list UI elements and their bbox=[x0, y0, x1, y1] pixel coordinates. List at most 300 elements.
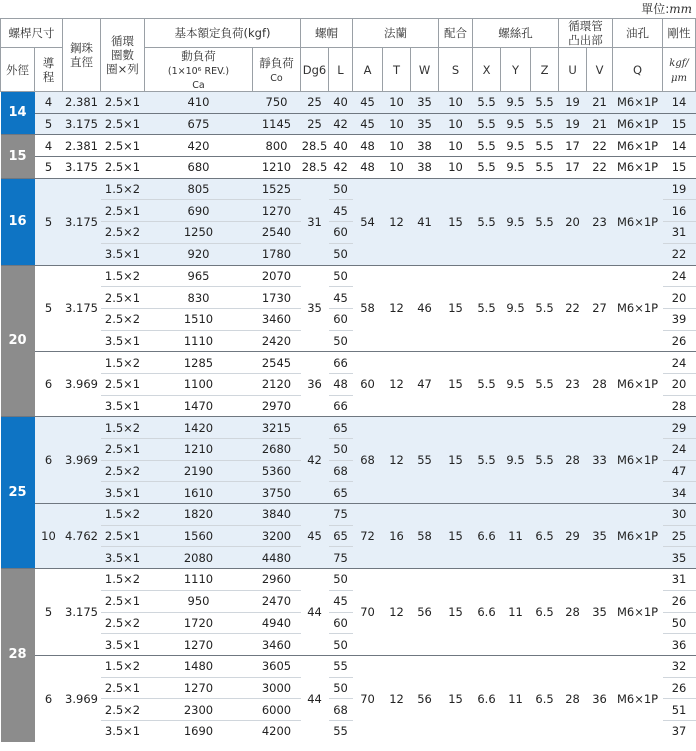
dim-W-cell: 35 bbox=[411, 113, 439, 135]
lead-cell: 6 bbox=[35, 655, 63, 741]
dim-S-cell: 15 bbox=[439, 504, 473, 569]
dim-X-cell: 5.5 bbox=[473, 113, 501, 135]
nut-length-cell: 40 bbox=[329, 92, 353, 114]
header-nut: 螺帽 bbox=[301, 19, 353, 48]
nut-length-cell: 45 bbox=[329, 590, 353, 612]
stiffness-cell: 15 bbox=[663, 157, 696, 179]
dim-Z-cell: 5.5 bbox=[531, 417, 559, 504]
nut-length-cell: 45 bbox=[329, 200, 353, 222]
dim-V-cell: 22 bbox=[587, 157, 613, 179]
circuits-cell: 3.5×1 bbox=[101, 634, 145, 656]
stiffness-cell: 29 bbox=[663, 417, 696, 439]
dim-W-cell: 56 bbox=[411, 569, 439, 656]
dim-Z-cell: 6.5 bbox=[531, 569, 559, 656]
dynamic-load-cell: 1250 bbox=[145, 222, 253, 244]
table-row bbox=[1, 569, 696, 591]
dim-W-cell: 55 bbox=[411, 417, 439, 504]
dim-Q-cell: M6×1P bbox=[613, 417, 663, 504]
dynamic-load-cell: 1480 bbox=[145, 655, 253, 677]
dg6-cell: 28.5 bbox=[301, 157, 329, 179]
circuits-cell: 3.5×1 bbox=[101, 720, 145, 741]
static-load-cell: 4200 bbox=[253, 720, 301, 741]
circuits-cell: 1.5×2 bbox=[101, 352, 145, 374]
dim-W-cell: 38 bbox=[411, 157, 439, 179]
static-load-cell: 2470 bbox=[253, 590, 301, 612]
dim-T-cell: 12 bbox=[383, 178, 411, 265]
static-load-cell: 750 bbox=[253, 92, 301, 114]
circuits-cell: 1.5×2 bbox=[101, 265, 145, 287]
dim-U-cell: 20 bbox=[559, 178, 587, 265]
table-row bbox=[1, 178, 696, 200]
dim-Q-cell: M6×1P bbox=[613, 178, 663, 265]
dim-Z-cell: 6.5 bbox=[531, 504, 559, 569]
dim-A-cell: 72 bbox=[353, 504, 383, 569]
circuits-cell: 1.5×2 bbox=[101, 569, 145, 591]
nut-length-cell: 42 bbox=[329, 157, 353, 179]
nut-length-cell: 50 bbox=[329, 330, 353, 352]
ball-diameter-cell: 2.381 bbox=[63, 135, 101, 157]
static-load-cell: 2545 bbox=[253, 352, 301, 374]
header-L: L bbox=[329, 48, 353, 92]
dim-Z-cell: 5.5 bbox=[531, 92, 559, 114]
dim-U-cell: 23 bbox=[559, 352, 587, 417]
static-load-cell: 1525 bbox=[253, 178, 301, 200]
circuits-cell: 2.5×1 bbox=[101, 525, 145, 547]
dim-Z-cell: 5.5 bbox=[531, 113, 559, 135]
dg6-cell: 35 bbox=[301, 265, 329, 352]
header-flange: 法蘭 bbox=[353, 19, 439, 48]
dim-U-cell: 17 bbox=[559, 157, 587, 179]
dim-Y-cell: 9.5 bbox=[501, 178, 531, 265]
dim-V-cell: 21 bbox=[587, 113, 613, 135]
dynamic-load-cell: 1560 bbox=[145, 525, 253, 547]
header-static-load: 靜負荷 Co bbox=[253, 48, 301, 92]
dim-Y-cell: 11 bbox=[501, 655, 531, 741]
dynamic-load-cell: 410 bbox=[145, 92, 253, 114]
ball-diameter-cell: 2.381 bbox=[63, 92, 101, 114]
nut-length-cell: 55 bbox=[329, 720, 353, 741]
stiffness-cell: 34 bbox=[663, 482, 696, 504]
nut-length-cell: 50 bbox=[329, 569, 353, 591]
stiffness-cell: 47 bbox=[663, 460, 696, 482]
ball-diameter-cell: 3.175 bbox=[63, 569, 101, 656]
dim-X-cell: 5.5 bbox=[473, 265, 501, 352]
dim-S-cell: 15 bbox=[439, 417, 473, 504]
stiffness-cell: 31 bbox=[663, 222, 696, 244]
nut-length-cell: 65 bbox=[329, 525, 353, 547]
static-load-cell: 2970 bbox=[253, 395, 301, 417]
circuits-cell: 3.5×1 bbox=[101, 482, 145, 504]
dim-Y-cell: 9.5 bbox=[501, 265, 531, 352]
nut-length-cell: 66 bbox=[329, 352, 353, 374]
lead-cell: 4 bbox=[35, 135, 63, 157]
circuits-cell: 2.5×1 bbox=[101, 439, 145, 461]
table-row bbox=[1, 265, 696, 287]
dg6-cell: 28.5 bbox=[301, 135, 329, 157]
circuits-cell: 2.5×2 bbox=[101, 612, 145, 634]
stiffness-cell: 26 bbox=[663, 590, 696, 612]
dim-T-cell: 12 bbox=[383, 655, 411, 741]
dg6-cell: 36 bbox=[301, 352, 329, 417]
lead-cell: 5 bbox=[35, 265, 63, 352]
header-oil-hole: 油孔 bbox=[613, 19, 663, 48]
static-load-cell: 3750 bbox=[253, 482, 301, 504]
header-screw-size: 螺桿尺寸 bbox=[1, 19, 63, 48]
dim-Z-cell: 5.5 bbox=[531, 265, 559, 352]
ball-diameter-cell: 3.175 bbox=[63, 113, 101, 135]
dim-S-cell: 15 bbox=[439, 655, 473, 741]
dim-T-cell: 10 bbox=[383, 92, 411, 114]
outer-diameter-cell: 16 bbox=[1, 178, 35, 265]
outer-diameter-cell: 28 bbox=[1, 569, 35, 742]
nut-length-cell: 50 bbox=[329, 439, 353, 461]
static-load-cell: 4480 bbox=[253, 547, 301, 569]
dynamic-load-cell: 920 bbox=[145, 243, 253, 265]
dim-S-cell: 15 bbox=[439, 352, 473, 417]
dynamic-load-cell: 830 bbox=[145, 287, 253, 309]
header-fit: 配合 bbox=[439, 19, 473, 48]
nut-length-cell: 75 bbox=[329, 504, 353, 526]
static-load-cell: 800 bbox=[253, 135, 301, 157]
dim-V-cell: 33 bbox=[587, 417, 613, 504]
header-dg6: Dg6 bbox=[301, 48, 329, 92]
header-bolt-hole: 螺絲孔 bbox=[473, 19, 559, 48]
dim-W-cell: 35 bbox=[411, 92, 439, 114]
dynamic-load-cell: 1820 bbox=[145, 504, 253, 526]
dim-V-cell: 21 bbox=[587, 92, 613, 114]
dim-U-cell: 19 bbox=[559, 92, 587, 114]
static-load-cell: 1730 bbox=[253, 287, 301, 309]
dim-T-cell: 12 bbox=[383, 265, 411, 352]
dim-T-cell: 16 bbox=[383, 504, 411, 569]
dynamic-load-cell: 1285 bbox=[145, 352, 253, 374]
dim-W-cell: 46 bbox=[411, 265, 439, 352]
dim-Z-cell: 5.5 bbox=[531, 157, 559, 179]
dim-X-cell: 5.5 bbox=[473, 157, 501, 179]
nut-length-cell: 75 bbox=[329, 547, 353, 569]
header-T: T bbox=[383, 48, 411, 92]
circuits-cell: 3.5×1 bbox=[101, 243, 145, 265]
nut-length-cell: 68 bbox=[329, 460, 353, 482]
circuits-cell: 3.5×1 bbox=[101, 547, 145, 569]
dynamic-load-cell: 1100 bbox=[145, 373, 253, 395]
static-load-cell: 2120 bbox=[253, 373, 301, 395]
dim-A-cell: 45 bbox=[353, 113, 383, 135]
circuits-cell: 3.5×1 bbox=[101, 330, 145, 352]
circuits-cell: 2.5×2 bbox=[101, 222, 145, 244]
unit-label: 單位:mm bbox=[641, 2, 692, 16]
dim-X-cell: 5.5 bbox=[473, 135, 501, 157]
header-lead: 導 程 bbox=[35, 48, 63, 92]
header-W: W bbox=[411, 48, 439, 92]
stiffness-cell: 15 bbox=[663, 113, 696, 135]
dg6-cell: 25 bbox=[301, 92, 329, 114]
lead-cell: 6 bbox=[35, 352, 63, 417]
ball-diameter-cell: 4.762 bbox=[63, 504, 101, 569]
dim-Q-cell: M6×1P bbox=[613, 655, 663, 741]
dynamic-load-cell: 1510 bbox=[145, 308, 253, 330]
header-X: X bbox=[473, 48, 501, 92]
dynamic-load-cell: 420 bbox=[145, 135, 253, 157]
table-row bbox=[1, 504, 696, 526]
stiffness-cell: 26 bbox=[663, 330, 696, 352]
stiffness-cell: 30 bbox=[663, 504, 696, 526]
nut-length-cell: 55 bbox=[329, 655, 353, 677]
dim-X-cell: 5.5 bbox=[473, 92, 501, 114]
dim-S-cell: 10 bbox=[439, 113, 473, 135]
dim-Y-cell: 9.5 bbox=[501, 352, 531, 417]
static-load-cell: 3215 bbox=[253, 417, 301, 439]
ball-diameter-cell: 3.175 bbox=[63, 157, 101, 179]
dim-Y-cell: 9.5 bbox=[501, 157, 531, 179]
dim-Z-cell: 5.5 bbox=[531, 135, 559, 157]
nut-length-cell: 50 bbox=[329, 178, 353, 200]
static-load-cell: 2680 bbox=[253, 439, 301, 461]
dg6-cell: 31 bbox=[301, 178, 329, 265]
table-row bbox=[1, 157, 696, 179]
circuits-cell: 2.5×2 bbox=[101, 699, 145, 721]
dynamic-load-cell: 1420 bbox=[145, 417, 253, 439]
nut-length-cell: 40 bbox=[329, 135, 353, 157]
stiffness-cell: 51 bbox=[663, 699, 696, 721]
dg6-cell: 25 bbox=[301, 113, 329, 135]
header-stiffness-unit: kgf/ μm bbox=[663, 48, 696, 92]
static-load-cell: 2540 bbox=[253, 222, 301, 244]
table-row bbox=[1, 417, 696, 439]
stiffness-cell: 14 bbox=[663, 135, 696, 157]
table-body bbox=[1, 92, 696, 742]
circuits-cell: 1.5×2 bbox=[101, 178, 145, 200]
static-load-cell: 2960 bbox=[253, 569, 301, 591]
static-load-cell: 3000 bbox=[253, 677, 301, 699]
dim-Q-cell: M6×1P bbox=[613, 265, 663, 352]
dg6-cell: 44 bbox=[301, 655, 329, 741]
circuits-cell: 2.5×2 bbox=[101, 308, 145, 330]
outer-diameter-cell: 20 bbox=[1, 265, 35, 417]
dim-X-cell: 5.5 bbox=[473, 417, 501, 504]
dim-U-cell: 17 bbox=[559, 135, 587, 157]
stiffness-cell: 20 bbox=[663, 287, 696, 309]
header-return-tube: 循環管 凸出部 bbox=[559, 19, 613, 48]
dim-A-cell: 45 bbox=[353, 92, 383, 114]
circuits-cell: 2.5×1 bbox=[101, 373, 145, 395]
header-circuits: 循環 圈數 圈×列 bbox=[101, 19, 145, 92]
nut-length-cell: 50 bbox=[329, 677, 353, 699]
dim-Y-cell: 11 bbox=[501, 504, 531, 569]
dim-A-cell: 68 bbox=[353, 417, 383, 504]
lead-cell: 5 bbox=[35, 178, 63, 265]
header-load-rating: 基本額定負荷(kgf) bbox=[145, 19, 301, 48]
dim-V-cell: 28 bbox=[587, 352, 613, 417]
header-Z: Z bbox=[531, 48, 559, 92]
dim-T-cell: 12 bbox=[383, 352, 411, 417]
dim-S-cell: 10 bbox=[439, 92, 473, 114]
dim-X-cell: 6.6 bbox=[473, 504, 501, 569]
dim-A-cell: 58 bbox=[353, 265, 383, 352]
stiffness-cell: 20 bbox=[663, 373, 696, 395]
static-load-cell: 3840 bbox=[253, 504, 301, 526]
circuits-cell: 1.5×2 bbox=[101, 655, 145, 677]
dim-U-cell: 19 bbox=[559, 113, 587, 135]
stiffness-cell: 37 bbox=[663, 720, 696, 741]
header-S: S bbox=[439, 48, 473, 92]
dim-U-cell: 22 bbox=[559, 265, 587, 352]
outer-diameter-cell: 15 bbox=[1, 135, 35, 178]
header-stiffness: 剛性 bbox=[663, 19, 696, 48]
circuits-cell: 2.5×1 bbox=[101, 590, 145, 612]
stiffness-cell: 24 bbox=[663, 265, 696, 287]
stiffness-cell: 25 bbox=[663, 525, 696, 547]
static-load-cell: 3605 bbox=[253, 655, 301, 677]
stiffness-cell: 39 bbox=[663, 308, 696, 330]
header-ball-diameter: 鋼珠 直徑 bbox=[63, 19, 101, 92]
lead-cell: 5 bbox=[35, 569, 63, 656]
dim-S-cell: 15 bbox=[439, 265, 473, 352]
dg6-cell: 44 bbox=[301, 569, 329, 656]
stiffness-cell: 22 bbox=[663, 243, 696, 265]
dim-V-cell: 35 bbox=[587, 569, 613, 656]
dim-U-cell: 28 bbox=[559, 569, 587, 656]
dynamic-load-cell: 680 bbox=[145, 157, 253, 179]
dim-V-cell: 23 bbox=[587, 178, 613, 265]
ball-diameter-cell: 3.969 bbox=[63, 417, 101, 504]
lead-cell: 5 bbox=[35, 113, 63, 135]
dim-A-cell: 60 bbox=[353, 352, 383, 417]
stiffness-cell: 36 bbox=[663, 634, 696, 656]
stiffness-cell: 24 bbox=[663, 439, 696, 461]
circuits-cell: 2.5×1 bbox=[101, 157, 145, 179]
dim-Z-cell: 5.5 bbox=[531, 178, 559, 265]
dim-W-cell: 41 bbox=[411, 178, 439, 265]
dim-T-cell: 12 bbox=[383, 417, 411, 504]
dynamic-load-cell: 2080 bbox=[145, 547, 253, 569]
header-Y: Y bbox=[501, 48, 531, 92]
header-V: V bbox=[587, 48, 613, 92]
header-Q: Q bbox=[613, 48, 663, 92]
dynamic-load-cell: 2300 bbox=[145, 699, 253, 721]
table-row bbox=[1, 113, 696, 135]
circuits-cell: 2.5×1 bbox=[101, 200, 145, 222]
dim-Q-cell: M6×1P bbox=[613, 504, 663, 569]
ball-diameter-cell: 3.969 bbox=[63, 352, 101, 417]
dynamic-load-cell: 1470 bbox=[145, 395, 253, 417]
dim-V-cell: 35 bbox=[587, 504, 613, 569]
table-row bbox=[1, 352, 696, 374]
static-load-cell: 1210 bbox=[253, 157, 301, 179]
dg6-cell: 45 bbox=[301, 504, 329, 569]
dim-Y-cell: 9.5 bbox=[501, 113, 531, 135]
dim-V-cell: 22 bbox=[587, 135, 613, 157]
static-load-cell: 3460 bbox=[253, 308, 301, 330]
circuits-cell: 2.5×1 bbox=[101, 92, 145, 114]
dynamic-load-cell: 1270 bbox=[145, 677, 253, 699]
dim-S-cell: 15 bbox=[439, 178, 473, 265]
circuits-cell: 2.5×1 bbox=[101, 135, 145, 157]
dim-W-cell: 47 bbox=[411, 352, 439, 417]
stiffness-cell: 28 bbox=[663, 395, 696, 417]
dim-Q-cell: M6×1P bbox=[613, 135, 663, 157]
dim-U-cell: 28 bbox=[559, 417, 587, 504]
lead-cell: 10 bbox=[35, 504, 63, 569]
header-od: 外徑 bbox=[1, 48, 35, 92]
dim-Z-cell: 6.5 bbox=[531, 655, 559, 741]
dynamic-load-cell: 2190 bbox=[145, 460, 253, 482]
static-load-cell: 2420 bbox=[253, 330, 301, 352]
nut-length-cell: 50 bbox=[329, 265, 353, 287]
nut-length-cell: 50 bbox=[329, 243, 353, 265]
dim-T-cell: 10 bbox=[383, 135, 411, 157]
stiffness-cell: 31 bbox=[663, 569, 696, 591]
dim-U-cell: 29 bbox=[559, 504, 587, 569]
ball-diameter-cell: 3.175 bbox=[63, 178, 101, 265]
circuits-cell: 2.5×1 bbox=[101, 287, 145, 309]
dim-X-cell: 6.6 bbox=[473, 569, 501, 656]
dim-Z-cell: 5.5 bbox=[531, 352, 559, 417]
dim-T-cell: 10 bbox=[383, 113, 411, 135]
static-load-cell: 5360 bbox=[253, 460, 301, 482]
stiffness-cell: 16 bbox=[663, 200, 696, 222]
lead-cell: 4 bbox=[35, 92, 63, 114]
circuits-cell: 1.5×2 bbox=[101, 417, 145, 439]
dim-Q-cell: M6×1P bbox=[613, 113, 663, 135]
lead-cell: 5 bbox=[35, 157, 63, 179]
circuits-cell: 2.5×1 bbox=[101, 677, 145, 699]
dim-U-cell: 28 bbox=[559, 655, 587, 741]
nut-length-cell: 48 bbox=[329, 373, 353, 395]
ball-diameter-cell: 3.969 bbox=[63, 655, 101, 741]
nut-length-cell: 45 bbox=[329, 287, 353, 309]
header-A: A bbox=[353, 48, 383, 92]
dim-X-cell: 5.5 bbox=[473, 178, 501, 265]
static-load-cell: 4940 bbox=[253, 612, 301, 634]
dim-S-cell: 10 bbox=[439, 135, 473, 157]
dynamic-load-cell: 1690 bbox=[145, 720, 253, 741]
dynamic-load-cell: 1110 bbox=[145, 330, 253, 352]
nut-length-cell: 68 bbox=[329, 699, 353, 721]
nut-length-cell: 65 bbox=[329, 417, 353, 439]
stiffness-cell: 35 bbox=[663, 547, 696, 569]
header-dynamic-load: 動負荷 (1×10⁶ REV.) Ca bbox=[145, 48, 253, 92]
dynamic-load-cell: 965 bbox=[145, 265, 253, 287]
circuits-cell: 1.5×2 bbox=[101, 504, 145, 526]
table-row bbox=[1, 135, 696, 157]
stiffness-cell: 19 bbox=[663, 178, 696, 200]
dim-X-cell: 6.6 bbox=[473, 655, 501, 741]
dim-Y-cell: 9.5 bbox=[501, 417, 531, 504]
dim-Y-cell: 9.5 bbox=[501, 135, 531, 157]
static-load-cell: 6000 bbox=[253, 699, 301, 721]
dim-S-cell: 10 bbox=[439, 157, 473, 179]
ball-screw-spec-table bbox=[0, 18, 696, 742]
nut-length-cell: 65 bbox=[329, 482, 353, 504]
stiffness-cell: 14 bbox=[663, 92, 696, 114]
dim-Y-cell: 11 bbox=[501, 569, 531, 656]
static-load-cell: 1145 bbox=[253, 113, 301, 135]
circuits-cell: 2.5×2 bbox=[101, 460, 145, 482]
dim-A-cell: 48 bbox=[353, 135, 383, 157]
nut-length-cell: 60 bbox=[329, 308, 353, 330]
nut-length-cell: 50 bbox=[329, 634, 353, 656]
dynamic-load-cell: 1270 bbox=[145, 634, 253, 656]
dynamic-load-cell: 690 bbox=[145, 200, 253, 222]
dynamic-load-cell: 805 bbox=[145, 178, 253, 200]
table-row bbox=[1, 655, 696, 677]
stiffness-cell: 50 bbox=[663, 612, 696, 634]
dim-A-cell: 48 bbox=[353, 157, 383, 179]
stiffness-cell: 24 bbox=[663, 352, 696, 374]
outer-diameter-cell: 14 bbox=[1, 92, 35, 135]
outer-diameter-cell: 25 bbox=[1, 417, 35, 569]
